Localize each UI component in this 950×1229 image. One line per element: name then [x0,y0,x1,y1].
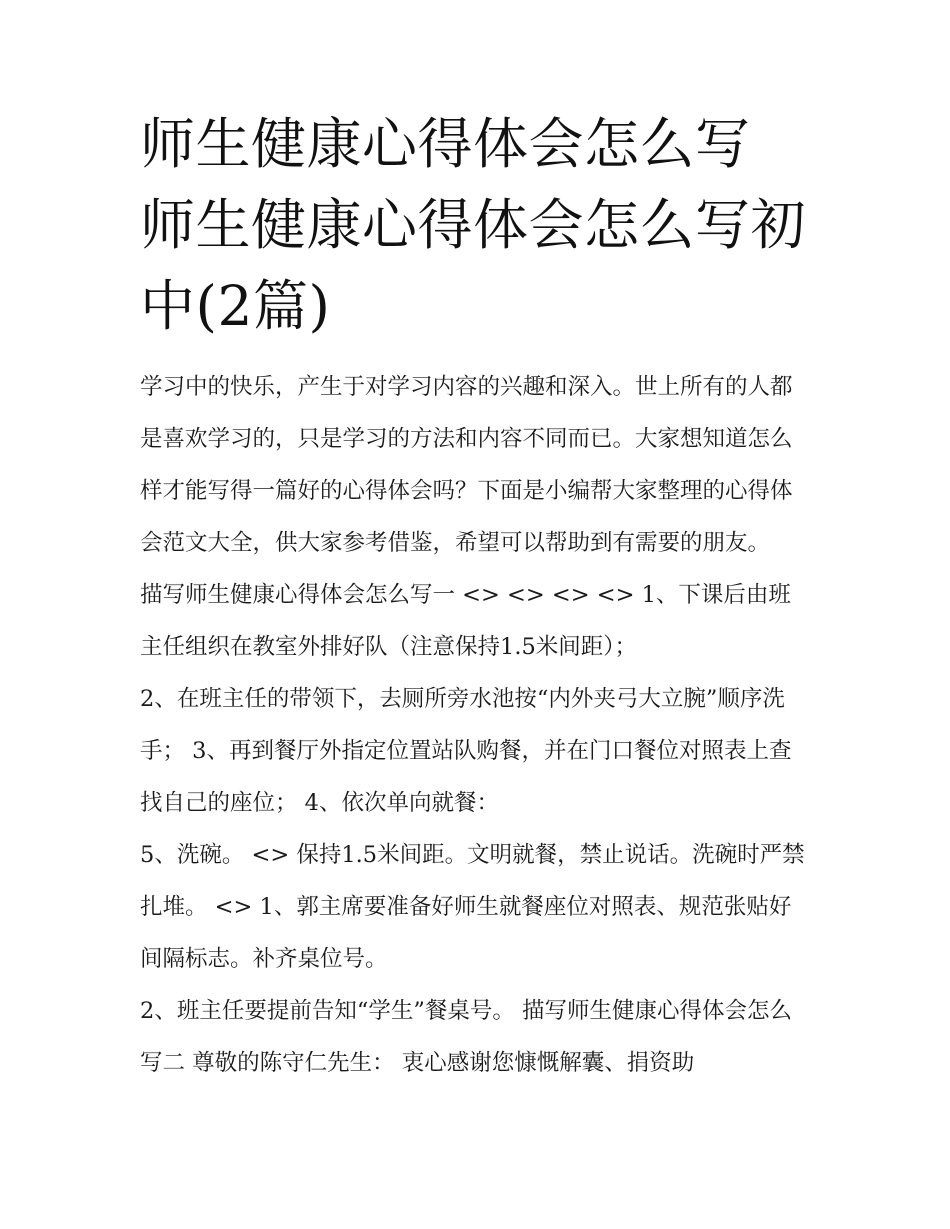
document-title: 师生健康心得体会怎么写 师生健康心得体会怎么写初中(2篇) [140,112,807,338]
paragraph-intro: 学习中的快乐，产生于对学习内容的兴趣和深入。世上所有的人都是喜欢学习的，只是学习的方法和内容不同而已。大家想知道怎么样才能写得一篇好的心得体会吗？下面是小编帮大家整理的心得体会范文大全，供大家参考借鉴，希望可以帮助到有需要的朋友。 [140,374,793,556]
document-content [140,104,812,1089]
document-body [140,361,812,1089]
paragraph-2: 2、在班主任的带领下，去厕所旁水池按“内外夹弓大立腕”顺序洗手； 3、再到餐厅外指定位置站队购餐，并在门口餐位对照表上查找自己的座位； 4、依次单向就餐： [140,686,792,816]
paragraph-3: 5、洗碗。 <> 保持1.5米间距。文明就餐，禁止说话。洗碗时严禁扎堆。 <> 1、郭主席要准备好师生就餐座位对照表、规范张贴好间隔标志。补齐桌位号。 [140,842,805,972]
paragraph-1: 描写师生健康心得体会怎么写一 <> <> <> <> 1、下课后由班主任组织在教室外排好队（注意保持1.5米间距）； [140,582,791,660]
paragraph-4: 2、班主任要提前告知“学生”餐桌号。 描写师生健康心得体会怎么写二 尊敬的陈守仁先生： 衷心感谢您慷慨解囊、捐资助 [140,998,792,1076]
